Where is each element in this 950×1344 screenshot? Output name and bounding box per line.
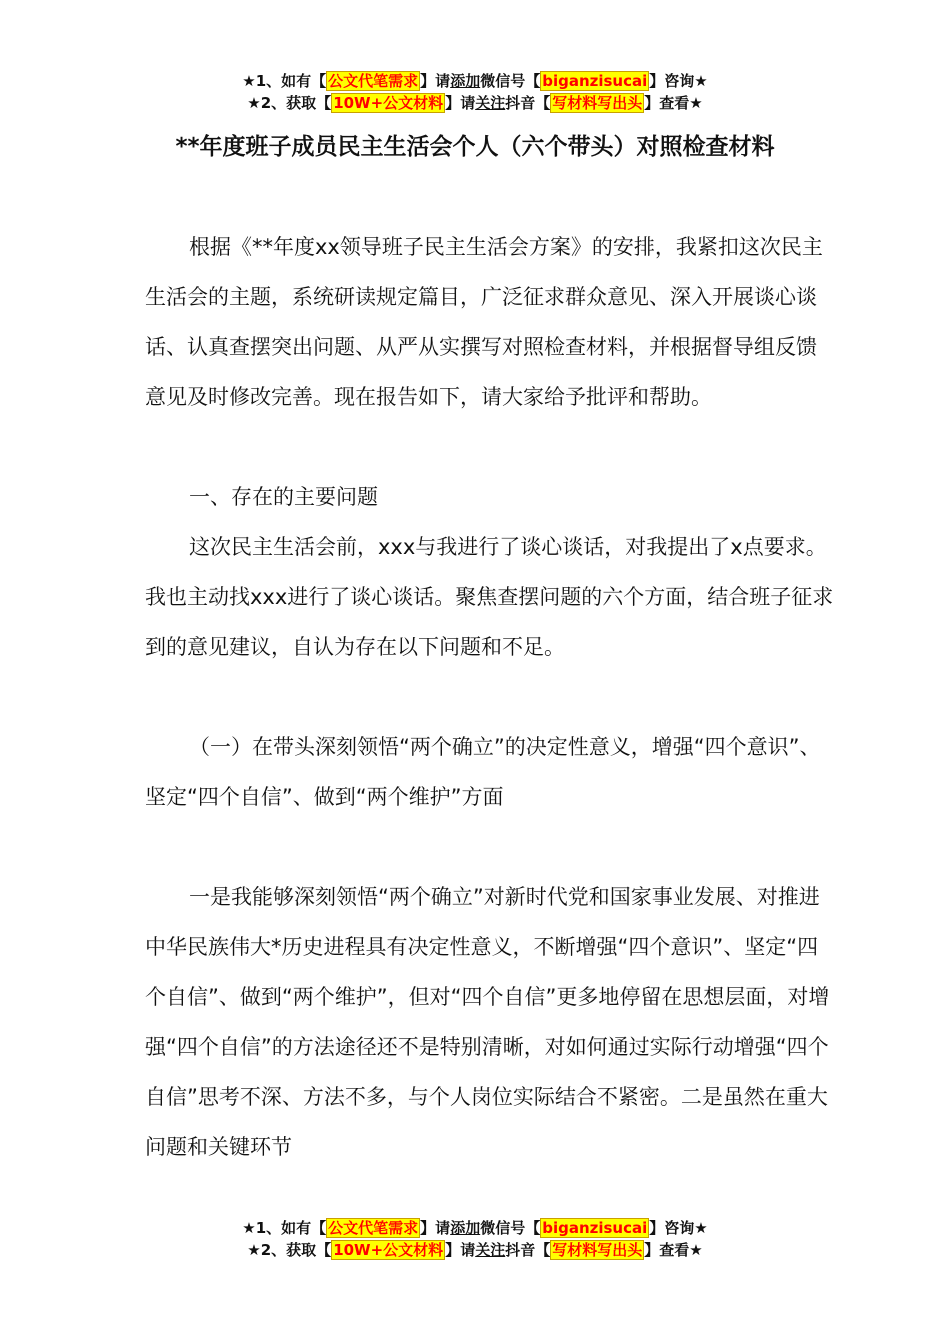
banner-text: 】查看★ bbox=[644, 1241, 703, 1259]
subsection-paragraph: 一是我能够深刻领悟“两个确立”对新时代党和国家事业发展、对推进中华民族伟大*历史进程具有决定性意义，不断增强“四个意识”、坚定“四个自信”、做到“两个维护”，但对“四个自信”更多地停留在思想层面，对增强“四个自信”的方法途径还不是特别清晰，对如何通过实际行动增强“四个自信”思考不深、方法不多，与个人岗位实际结合不紧密。二是虽然在重大问题和关键环节 bbox=[145, 885, 830, 1159]
banner-line-2 bbox=[0, 92, 950, 114]
banner-underline: 添加 bbox=[450, 1219, 481, 1237]
banner-text: 抖音【 bbox=[505, 1241, 551, 1259]
spacer bbox=[145, 422, 835, 472]
banner-highlight: 10W+公文材料 bbox=[333, 94, 444, 112]
banner-highlight: biganzisucai bbox=[542, 1219, 648, 1237]
banner-text: 】咨询★ bbox=[649, 72, 708, 90]
spacer bbox=[145, 822, 835, 872]
spacer bbox=[145, 672, 835, 722]
banner-underline: 关注 bbox=[475, 94, 506, 112]
banner-text: 】咨询★ bbox=[649, 1219, 708, 1237]
banner-highlight: 写材料写出头 bbox=[552, 1241, 643, 1259]
banner-highlight: 公文代笔需求 bbox=[328, 1219, 419, 1237]
banner-text: 】请 bbox=[420, 1219, 451, 1237]
section-heading: 一、存在的主要问题 bbox=[189, 485, 378, 509]
banner-line-1 bbox=[0, 1217, 950, 1239]
banner-text: 微信号【 bbox=[480, 72, 541, 90]
banner-line-1 bbox=[0, 70, 950, 92]
banner-text: 】查看★ bbox=[644, 94, 703, 112]
banner-text: 】请 bbox=[445, 1241, 476, 1259]
subsection-heading: （一）在带头深刻领悟“两个确立”的决定性意义，增强“四个意识”、坚定“四个自信”、做到“两个维护”方面 bbox=[145, 735, 821, 809]
footer-banner bbox=[0, 1217, 950, 1261]
banner-line-2 bbox=[0, 1239, 950, 1261]
banner-underline: 添加 bbox=[450, 72, 481, 90]
intro-paragraph: 根据《**年度xx领导班子民主生活会方案》的安排，我紧扣这次民主生活会的主题，系统研读规定篇目，广泛征求群众意见、深入开展谈心谈话、认真查摆突出问题、从严从实撰写对照检查材料，并根据督导组反馈意见及时修改完善。现在报告如下，请大家给予批评和帮助。 bbox=[145, 235, 823, 409]
banner-text: 微信号【 bbox=[480, 1219, 541, 1237]
banner-underline: 关注 bbox=[475, 1241, 506, 1259]
banner-text: 】请 bbox=[445, 94, 476, 112]
banner-highlight: 公文代笔需求 bbox=[328, 72, 419, 90]
banner-highlight: 写材料写出头 bbox=[552, 94, 643, 112]
banner-highlight: biganzisucai bbox=[542, 72, 648, 90]
banner-text: ★2、获取【 bbox=[247, 94, 332, 112]
document-title: **年度班子成员民主生活会个人（六个带头）对照检查材料 bbox=[175, 134, 775, 160]
header-banner bbox=[0, 70, 950, 114]
banner-text: 】请 bbox=[420, 72, 451, 90]
banner-text: 抖音【 bbox=[505, 94, 551, 112]
banner-text: ★2、获取【 bbox=[247, 1241, 332, 1259]
banner-text: ★1、如有【 bbox=[242, 1219, 327, 1237]
banner-highlight: 10W+公文材料 bbox=[333, 1241, 444, 1259]
document-body bbox=[145, 222, 835, 1172]
banner-text: ★1、如有【 bbox=[242, 72, 327, 90]
section-paragraph: 这次民主生活会前，xxx与我进行了谈心谈话，对我提出了x点要求。我也主动找xxx进行了谈心谈话。聚焦查摆问题的六个方面，结合班子征求到的意见建议，自认为存在以下问题和不足。 bbox=[145, 535, 834, 659]
